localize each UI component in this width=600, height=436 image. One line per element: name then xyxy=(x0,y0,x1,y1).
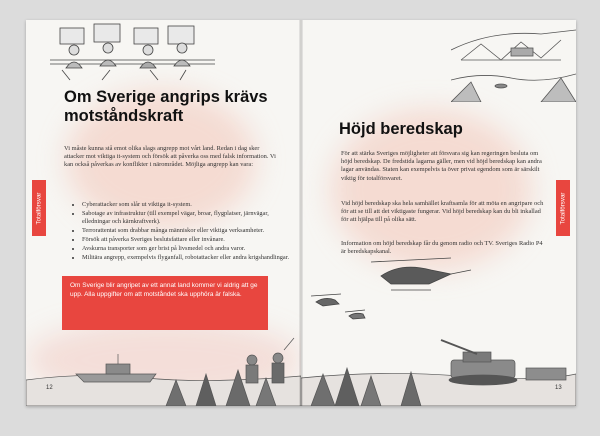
list-item: • Avskurna transporter som ger brist på livsmedel och andra varor. xyxy=(82,245,290,253)
page-title-line2: motståndskraft xyxy=(64,107,184,125)
callout-box: Om Sverige blir angripet av ett annat land kommer vi aldrig att ge upp. Alla uppgifter om att motståndet ska upphöra är falska. xyxy=(62,276,268,330)
side-tab xyxy=(556,180,570,236)
list-item: • Cyberattacker som slår ut viktiga it-system. xyxy=(82,201,290,209)
list-item: • Militära angrepp, exempelvis flyganfall, robotattacker eller andra krigshandlingar. xyxy=(82,254,290,262)
page-number: 13 xyxy=(555,385,562,391)
page-number: 12 xyxy=(46,385,53,391)
right-page xyxy=(301,20,576,406)
side-tab-label: Totalförsvar xyxy=(559,192,567,224)
side-tab xyxy=(32,180,46,236)
paragraph-3: Information om höjd beredskap får du genom radio och TV. Sveriges Radio P4 är beredskapskanal. xyxy=(341,240,543,256)
list-item: • Försök att påverka Sveriges beslutsfattare eller invånare. xyxy=(82,236,290,244)
paragraph-1: För att stärka Sveriges möjligheter att försvara sig kan regeringen besluta om höjd beredskap. De fredstida lagarna gäller, men vid höjd beredskap kan andra lagar användas. Staten kan exempelvis ta över privat egendom som är särskilt viktig för totalförsvaret. xyxy=(341,150,542,182)
office-workers-illustration xyxy=(50,20,220,82)
bridge-scene-illustration xyxy=(451,20,576,102)
tank-and-forest-illustration xyxy=(301,320,576,406)
page-title-line1: Om Sverige angrips krävs xyxy=(64,88,268,106)
intro-paragraph: Vi måste kunna stå emot olika slags angrepp mot vårt land. Redan i dag sker attacker mot viktiga it-system och försök att påverka oss med falsk information. Vi kan också påverkas av konflikter i närområdet. Möjliga angrepp kan vara: xyxy=(64,145,276,169)
soldiers-and-vehicles-illustration xyxy=(26,320,301,406)
left-page xyxy=(26,20,301,406)
list-item: • Sabotage av infrastruktur (till exempel vägar, broar, flygplatser, järnvägar, elledningar och kärnkraftverk). xyxy=(82,210,290,226)
booklet-spread xyxy=(26,20,576,406)
helicopters-illustration xyxy=(301,240,491,320)
side-tab-label: Totalförsvar xyxy=(35,192,43,224)
page-title: Höjd beredskap xyxy=(339,120,463,138)
paragraph-2: Vid höjd beredskap ska hela samhället kraftsamla för att möta en angripare och för att se till att det viktigaste fungerar. Vid höjd beredskap kan du bli inkallad för att hjälpa till på olika sätt. xyxy=(341,200,544,224)
list-item: • Terrorattentat som drabbar många människor eller viktiga verksamheter. xyxy=(82,227,290,235)
book-gutter xyxy=(299,20,303,406)
attack-list xyxy=(72,201,290,263)
